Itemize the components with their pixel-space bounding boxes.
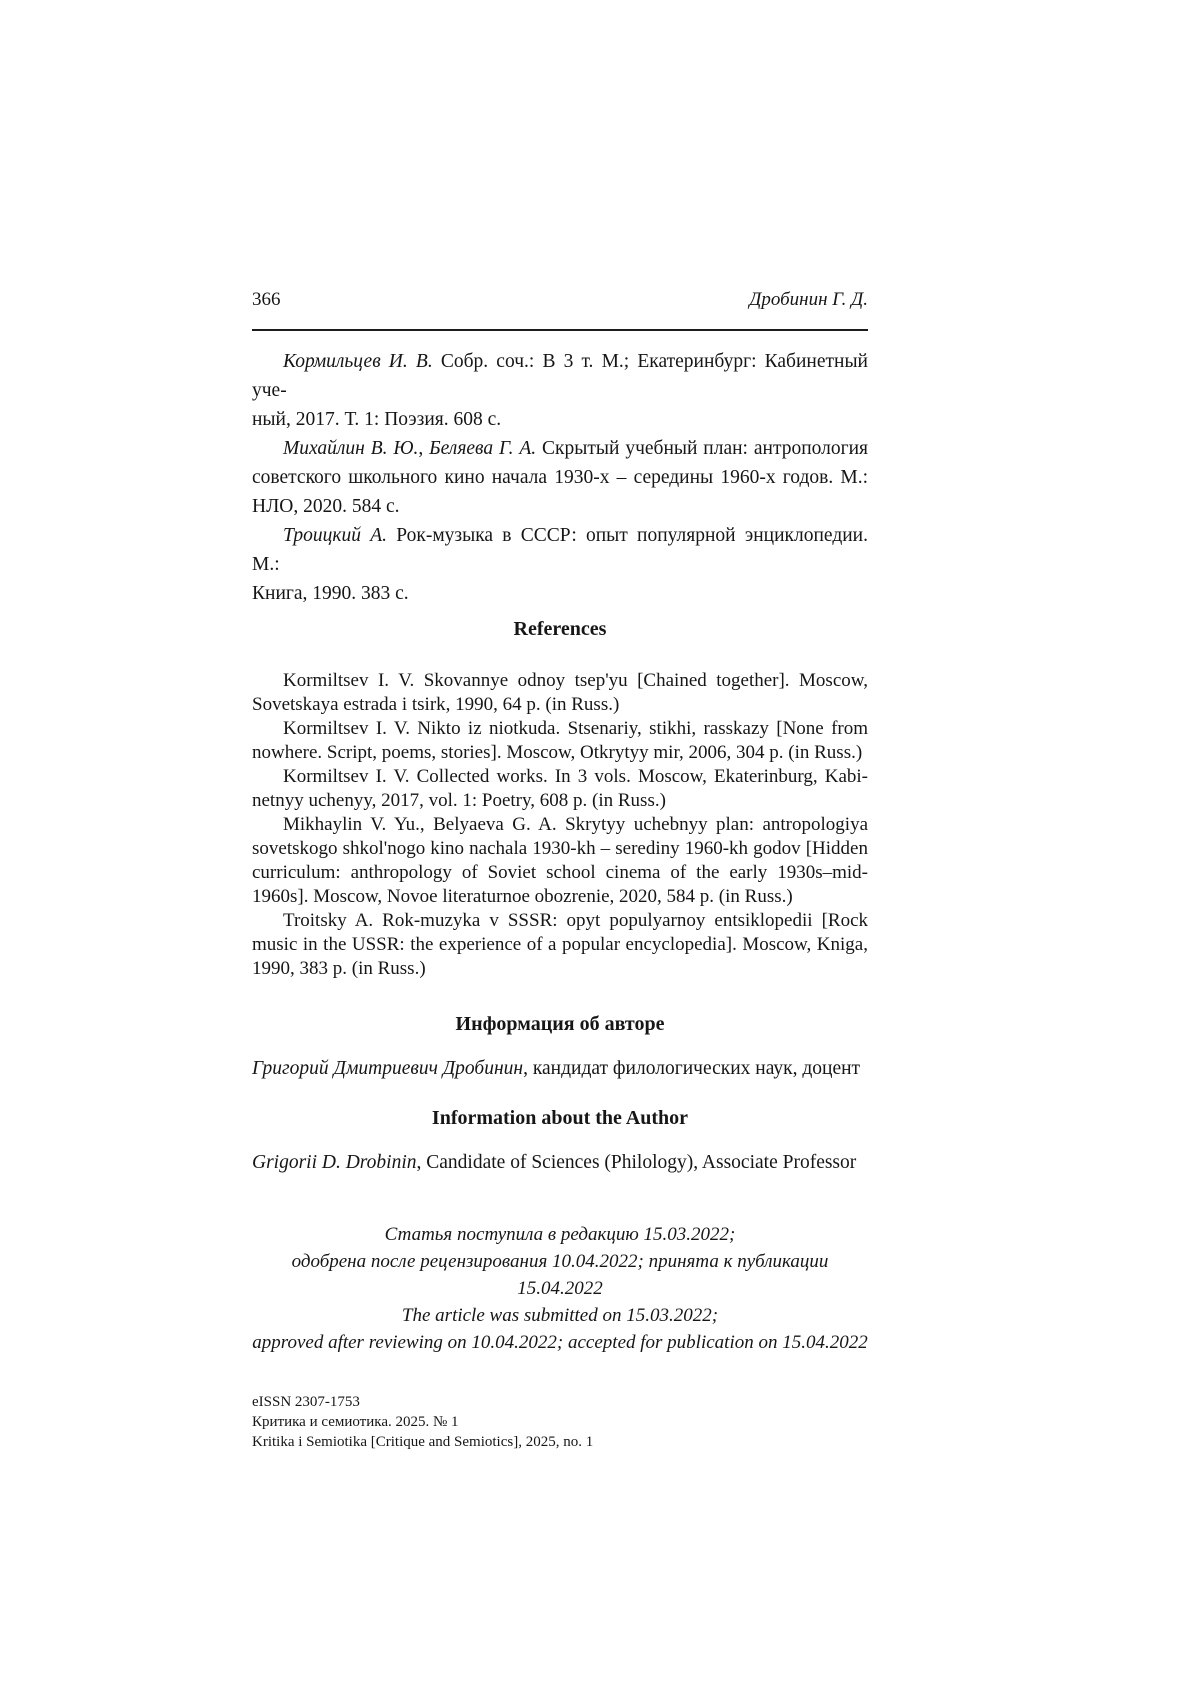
author-info-ru-heading: Информация об авторе — [455, 1013, 665, 1035]
text-line: Kormiltsev I. V. Nikto iz niotkuda. Stsenariy, stikhi, rasskazy [None from — [283, 718, 868, 739]
running-header — [252, 288, 868, 331]
text-line: Sovetskaya estrada i tsirk, 1990, 64 p. (in Russ.) — [252, 694, 620, 715]
text-line: Троицкий А. Рок-музыка в СССР: опыт популярной энциклопедии. М.: — [252, 525, 868, 575]
text-line: НЛО, 2020. 584 с. — [252, 496, 400, 517]
text-line: approved after reviewing on 10.04.2022; accepted for publication on 15.04.2022 — [252, 1332, 868, 1353]
author-info-ru — [252, 1054, 868, 1083]
page-number: 366 — [252, 289, 281, 310]
author-info-en — [252, 1148, 868, 1177]
text-line: ный, 2017. Т. 1: Поэзия. 608 с. — [252, 409, 502, 430]
text-line: curriculum: anthropology of Soviet school cinema of the early 1930s–mid- — [252, 862, 868, 883]
text-line: Grigorii D. Drobinin, Candidate of Sciences (Philology), Associate Professor — [252, 1152, 857, 1173]
references-list — [252, 669, 868, 981]
text-line: The article was submitted on 15.03.2022; — [401, 1305, 719, 1326]
text-line: Михайлин В. Ю., Беляева Г. А. Скрытый учебный план: антропология — [283, 438, 869, 459]
text-line: Книга, 1990. 383 с. — [252, 583, 409, 604]
text-line: Troitsky A. Rok-muzyka v SSSR: opyt populyarnoy entsiklopedii [Rock — [283, 910, 868, 931]
text-line: 1960s]. Moscow, Novoe literaturnoe obozrenie, 2020, 584 p. (in Russ.) — [252, 886, 793, 907]
text-line: одобрена после рецензирования 10.04.2022; принята к публикации 15.04.2022 — [291, 1251, 829, 1299]
text-line: советского школьного кино начала 1930-х – середины 1960-х годов. М.: — [252, 467, 868, 488]
imprint-journal-ru: Критика и семиотика. 2025. № 1 — [252, 1414, 459, 1430]
imprint-journal-en: Kritika i Semiotika [Critique and Semiotics], 2025, no. 1 — [252, 1434, 594, 1450]
text-line: 1990, 383 p. (in Russ.) — [252, 958, 426, 979]
imprint-eissn: eISSN 2307-1753 — [252, 1394, 360, 1410]
imprint-block — [252, 1392, 868, 1452]
text-line: nowhere. Script, poems, stories]. Moscow, Otkrytyy mir, 2006, 304 p. (in Russ.) — [252, 742, 863, 763]
text-line: Kormiltsev I. V. Skovannye odnoy tsep'yu [Chained together]. Moscow, — [283, 670, 868, 691]
author-info-en-heading: Information about the Author — [431, 1107, 689, 1129]
text-line: Статья поступила в редакцию 15.03.2022; — [384, 1224, 736, 1245]
text-line: sovetskogo shkol'nogo kino nachala 1930-kh – serediny 1960-kh godov [Hidden — [252, 838, 868, 859]
text-line: netnyy uchenyy, 2017, vol. 1: Poetry, 608 p. (in Russ.) — [252, 790, 666, 811]
text-column — [252, 288, 868, 1452]
text-line: music in the USSR: the experience of a popular encyclopedia]. Moscow, Kniga, — [252, 934, 868, 955]
article-dates-block — [252, 1221, 868, 1356]
text-line: Kormiltsev I. V. Collected works. In 3 vols. Moscow, Ekaterinburg, Kabi- — [283, 766, 868, 787]
text-line: Кормильцев И. В. Собр. соч.: В 3 т. М.; Екатеринбург: Кабинетный уче- — [252, 351, 868, 401]
text-line: Григорий Дмитриевич Дробинин, кандидат филологических наук, доцент — [252, 1058, 861, 1079]
text-line: Mikhaylin V. Yu., Belyaeva G. A. Skrytyy uchebnyy plan: antropologiya — [283, 814, 868, 835]
running-head-author: Дробинин Г. Д. — [749, 289, 868, 310]
bibliography-russian — [252, 347, 868, 608]
references-heading: References — [513, 618, 607, 640]
